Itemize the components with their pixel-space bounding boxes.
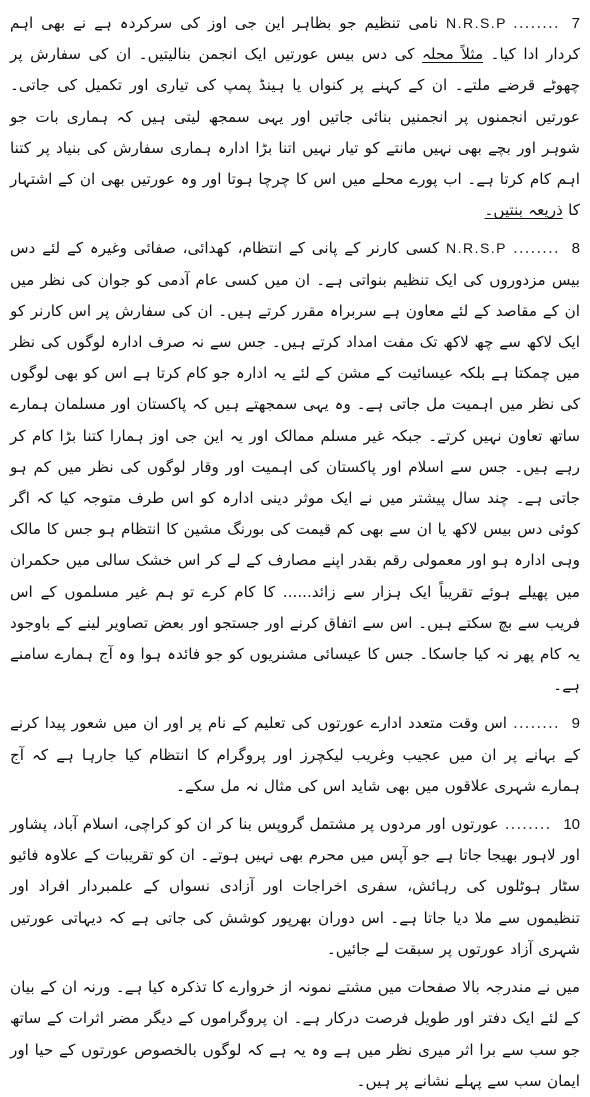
- underlined-text: مثلاً محلہ: [421, 45, 484, 64]
- underlined-text: ذریعہ بنتیں۔: [484, 201, 563, 220]
- paragraph-7: [10, 8, 580, 226]
- paragraph-number: 10: [563, 816, 580, 834]
- paragraph-number: 8: [571, 240, 580, 258]
- paragraph-text: عورتوں اور مردوں پر مشتمل گروپس بنا کر ان کو کراچی، اسلام آباد، پشاور اور لاہور بھیجا جاتا ہے جو آپس میں محرم بھی نہیں ہوتے۔ ان کو تقریبات کے علاوہ فائیو سٹار ہوٹلوں کی رہائش، سفری اخراجات اور آزادی نسواں کے علمبردار افراد اور تنظیموں سے ملا دیا جاتا ہے۔ اس دوران بھرپور کوشش کی جاتی ہے کہ دیہاتی عورتیں شہری آزاد عورتوں پر سبقت لے جائیں۔: [10, 815, 580, 958]
- document-page: [10, 8, 581, 1090]
- paragraph-number: 9: [571, 715, 580, 733]
- paragraph-text: نامی تنظیم جو بظاہر این جی اوز کی سرکردہ ہے نے بھی اہم کردار ادا کیا۔: [10, 14, 581, 64]
- leader-dots: ........: [513, 14, 560, 32]
- leader-dots: ........: [513, 239, 560, 258]
- paragraph-number: 7: [571, 15, 580, 32]
- closing-paragraph: [10, 972, 580, 1097]
- nrsp-abbreviation: N.R.S.P: [445, 240, 508, 257]
- paragraph-9: [10, 708, 580, 802]
- leader-dots: ........: [513, 714, 560, 733]
- paragraph-text: میں نے مندرجہ بالا صفحات میں مشتے نمونہ از خروارے کا تذکرہ کیا ہے۔ ورنہ ان کے بیان کے لئے ایک دفتر اور طویل فرصت درکار ہے۔ ان پروگراموں کے دیگر مضر اثرات کے ساتھ جو سب سے برا اثر میری نظر میں ہے وہ یہ ہے کہ لوگوں بالخصوص عورتوں کے حیا اور ایمان سب سے پہلے نشانے پر ہیں۔: [10, 978, 580, 1090]
- paragraph-text: کی دس بیس عورتیں ایک انجمن بنالیتیں۔ ان کی سفارش پر چھوٹے قرضے ملتے۔ ان کے کہنے پر کنواں یا ہینڈ پمپ کی تیاری اور تکمیل کی جاتی۔ عورتیں انجمنوں پر انجمنیں بنائی جاتیں اور یہی سمجھ لیتی ہیں کہ ہماری بات جو شوہر اور بچے بھی نہیں مانتے کو تیار نہیں اتنا بڑا ادارہ ہماری سفارش کی بنیاد پر کتنا اہم کام کرتا ہے۔ اب پورے محلے میں اس کا چرچا ہوتا اور وہ عورتیں بھی ان کے اشتہار کا: [10, 45, 580, 220]
- paragraph-8: [10, 233, 580, 701]
- paragraph-text: کسی کارنر کے پانی کے انتظام، کھدائی، صفائی وغیرہ کے لئے دس بیس مزدوروں کی ایک تنظیم بنواتی ہے۔ ان میں کسی عام آدمی کو جوان کی نظر میں ان کے مقاصد کے لئے معاون ہے سربراہ مقرر کرتے ہیں۔ ان کی سفارش پر اس کارنر کو ایک لاکھ سے چھ لاکھ تک مفت امداد کرتے ہیں۔ جس سے نہ صرف ادارہ لوگوں کی نظر میں چمکتا ہے بلکہ عیسائیت کے مشن کے لئے یہ ادارہ جو کام کرتا ہے اس کو بھی لوگوں کی نظر میں اہمیت مل جاتی ہے۔ وہ یہی سمجھتے ہیں کہ پاکستان اور مسلمان ہمارے ساتھ تعاون نہیں کرتے۔ جبکہ غیر مسلم ممالک اور یہ این جی اوز ہمارا کتنا بڑا کام کر رہے ہیں۔ جس سے اسلام اور پاکستان کی اہمیت اور وقار لوگوں کی نظر میں کم ہو جاتی ہے۔ چند سال پیشتر میں نے ایک موثر دینی ادارہ کو اس طرف متوجہ کیا کہ اگر کوئی دس بیس لاکھ یا ان سے بھی کم قیمت کی بورنگ مشین کا انتظام ہو جس کا مالک وہی ادارہ ہو اور معمولی رقم بقدر اپنے مصارف کے لے کر اس خشک سالی میں حکمران میں پھیلے ہوئے تقریباً ایک ہزار سے زائد...... کا کام کرے تو ہم غیر مسلموں کے اس فریب سے بچ سکتے ہیں۔ اس سے اتفاق کرنے اور جستجو اور بعض تصاویر لینے کے باوجود یہ کام پھر نہ کیا جاسکا۔ جس کا عیسائی مشنریوں کو جو فائدہ ہوا وہ آج ہمارے سامنے ہے۔: [10, 239, 580, 695]
- paragraph-text: اس وقت متعدد ادارے عورتوں کی تعلیم کے نام پر اور ان میں شعور پیدا کرنے کے بہانے پر ان میں عجیب وغریب لیکچرز اور پروگرام کا انتظام کیا جارہا ہے کہ آج ہمارے شہری علاقوں میں بھی شاید اس کی مثال نہ مل سکے۔: [10, 714, 580, 795]
- paragraph-10: [10, 809, 580, 965]
- nrsp-abbreviation: N.R.S.P: [445, 15, 508, 31]
- leader-dots: ........: [504, 815, 552, 834]
